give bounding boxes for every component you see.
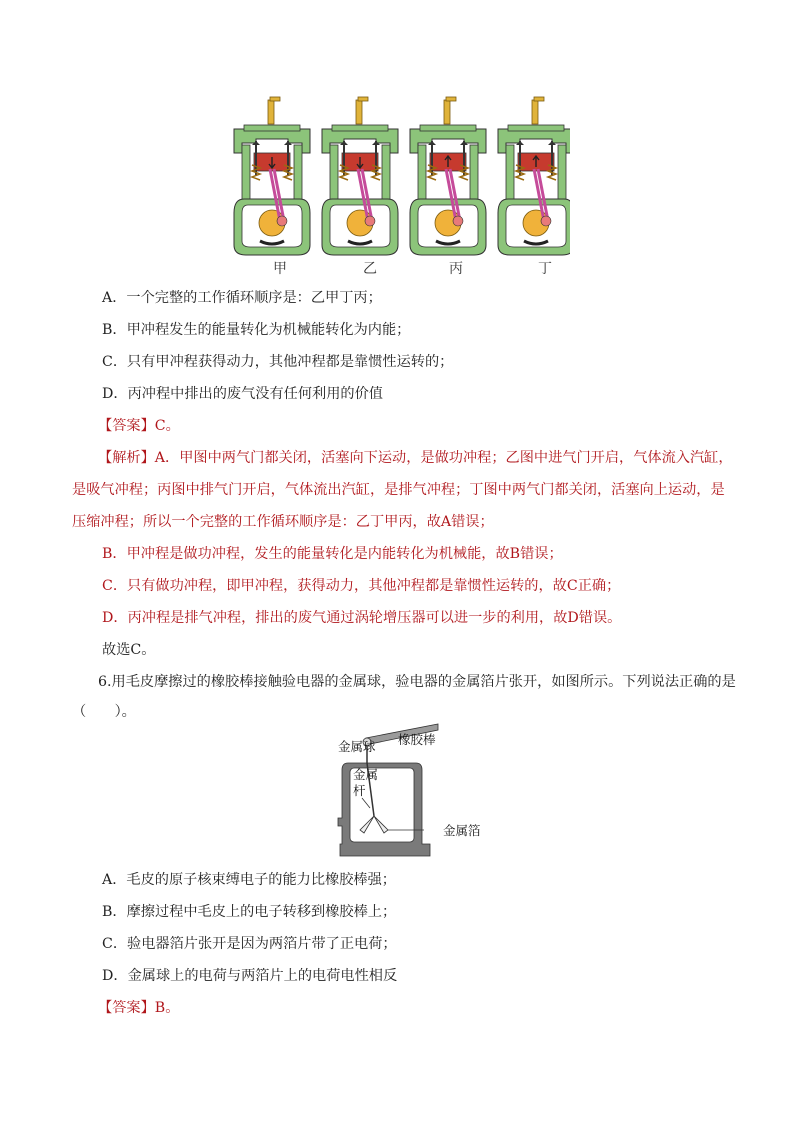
q6-option-b: B．摩擦过程中毛皮上的电子转移到橡胶棒上； (102, 904, 397, 920)
analysis-tag: 【解析】 (98, 450, 155, 466)
q5-analysis-line-6: D．丙冲程是排气冲程，排出的废气通过涡轮增压器可以进一步的利用，故D错误。 (102, 610, 622, 626)
q5-option-d: D．丙冲程中排出的废气没有任何利用的价值 (102, 386, 383, 402)
label-metal-rod-1: 金属 (353, 767, 379, 782)
engine-caption-3: 丙 (449, 261, 463, 277)
label-metal-rod-2: 杆 (353, 783, 366, 798)
engine-caption-1: 甲 (273, 261, 287, 277)
engine-strokes-figure (230, 95, 570, 265)
q5-analysis-line-4: B．甲冲程是做功冲程，发生的能量转化是内能转化为机械能，故B错误； (102, 546, 563, 562)
q6-option-d: D．金属球上的电荷与两箔片上的电荷电性相反 (102, 968, 398, 984)
q6-answer (98, 998, 179, 1018)
q6-stem-line-1: 6.用毛皮摩擦过的橡胶棒接触验电器的金属球，验电器的金属箔片张开，如图所示。下列说法正确的是 (98, 674, 736, 690)
analysis-text: A．甲图中两气门都关闭，活塞向下运动，是做功冲程；乙图中进气门开启，气体流入汽缸， (154, 450, 733, 466)
label-rubber-rod: 橡胶棒 (398, 732, 436, 747)
q5-answer (98, 416, 180, 436)
answer-tag: 【答案】 (98, 418, 155, 434)
answer-tag: 【答案】 (98, 1000, 155, 1016)
q5-analysis-line-2: 是吸气冲程；丙图中排气门开启，气体流出汽缸，是排气冲程；丁图中两气门都关闭，活塞向上运动，是 (72, 482, 725, 498)
q5-analysis-line-5: C．只有做功冲程，即甲冲程，获得动力，其他冲程都是靠惯性运转的，故C正确； (102, 578, 621, 594)
q6-stem-line-2: （ ）。 (72, 704, 136, 720)
q5-conclusion: 故选C。 (102, 642, 156, 658)
label-metal-ball: 金属球 (338, 739, 376, 754)
q5-analysis-line-3: 压缩冲程；所以一个完整的工作循环顺序是：乙丁甲丙，故A错误； (72, 514, 494, 530)
q6-option-c: C．验电器箔片张开是因为两箔片带了正电荷； (102, 936, 397, 952)
q5-option-a: A．一个完整的工作循环顺序是：乙甲丁丙； (102, 290, 382, 306)
q6-option-a: A．毛皮的原子核束缚电子的能力比橡胶棒强； (102, 872, 396, 888)
engine-caption-4: 丁 (538, 261, 552, 277)
engine-caption-2: 乙 (363, 261, 377, 277)
q5-option-b: B．甲冲程发生的能量转化为机械能转化为内能； (102, 322, 411, 338)
q5-analysis-line-1 (98, 448, 733, 468)
answer-value: B。 (154, 1000, 180, 1016)
label-metal-foil: 金属箔 (443, 823, 481, 838)
q5-option-c: C．只有甲冲程获得动力，其他冲程都是靠惯性运转的； (102, 354, 454, 370)
answer-value: C。 (154, 418, 180, 434)
